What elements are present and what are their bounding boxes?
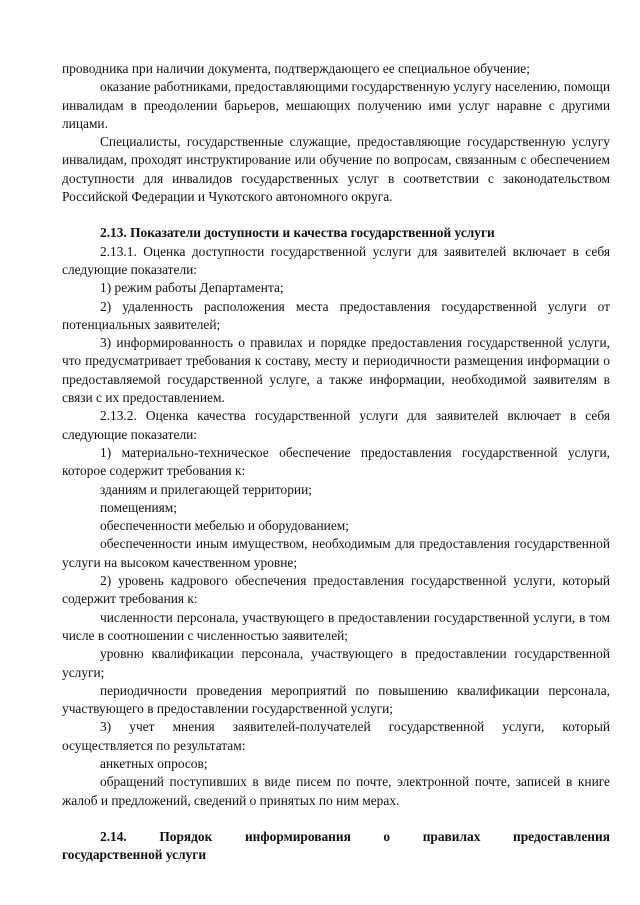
section-heading-2-14 [62,828,610,865]
paragraph: 3) учет мнения заявителей-получателей государственной услуги, который осуществляется по результатам: [62,719,610,753]
heading-line-2: государственной услуги [62,847,207,863]
paragraph: 2.13.1. Оценка доступности государственной услуги для заявителей включает в себя следующие показатели: [62,243,610,277]
paragraph: 2) уровень кадрового обеспечения предоставления государственной услуги, который содержит требования к: [62,573,610,607]
paragraph: зданиям и прилегающей территории; [100,481,312,497]
paragraph: анкетных опросов; [100,755,208,771]
heading-word: предоставления [512,828,610,844]
paragraph: 3) информированность о правилах и порядке предоставления государственной услуги, что предусматривает требования к составу, месту и периодичности размещения информации о предоставляемой государственной услуге, а также информации, необходимой заявителям в связи с их предоставлением. [62,335,610,406]
heading-word: о [383,828,391,844]
paragraph: проводника при наличии документа, подтверждающего ее специальное обучение; [62,61,530,76]
paragraph: обращений поступивших в виде писем по почте, электронной почте, записей в книге жалоб и предложений, сведений о принятых по ним мерах. [62,774,610,808]
paragraph: 1) материально-техническое обеспечение предоставления государственной услуги, которое содержит требования к: [62,444,610,479]
document-page [62,60,610,864]
section-heading-2-13: 2.13. Показатели доступности и качества государственной услуги [100,225,495,241]
paragraph: 2) удаленность расположения места предоставления государственной услуги от потенциальных заявителей; [62,298,610,332]
paragraph: обеспеченности мебелью и оборудованием; [100,518,349,534]
heading-word: 2.14. [100,828,127,844]
paragraph: помещениям; [100,499,177,515]
paragraph: оказание работниками, предоставляющими государственную услугу населению, помощи инвалидам в преодолении барьеров, мешающих получению ими услуг наравне с другими лицами. [62,79,610,131]
heading-word: правилах [422,828,481,844]
paragraph: обеспеченности иным имуществом, необходимым для предоставления государственной услуги на высоком качественном уровне; [62,536,610,570]
paragraph: численности персонала, участвующего в предоставлении государственной услуги, в том числе в соотношении с численностью заявителей; [62,609,610,643]
paragraph: уровню квалификации персонала, участвующего в предоставлении государственной услуги; [62,646,610,680]
paragraph: периодичности проведения мероприятий по повышению квалификации персонала, участвующего в предоставлении государственной услуги; [62,682,610,717]
paragraph: 1) режим работы Департамента; [100,280,284,296]
heading-word: информирования [244,828,351,844]
paragraph: 2.13.2. Оценка качества государственной услуги для заявителей включает в себя следующие показатели: [62,408,610,442]
paragraph: Специалисты, государственные служащие, предоставляющие государственную услугу инвалидам, проходят инструктирование или обучение по вопросам, связанным с обеспечением доступности для инвалидов государственных услуг в соответствии с законодательством Российской Федерации и Чукотского автономного округа. [62,134,610,205]
heading-word: Порядок [159,828,213,844]
